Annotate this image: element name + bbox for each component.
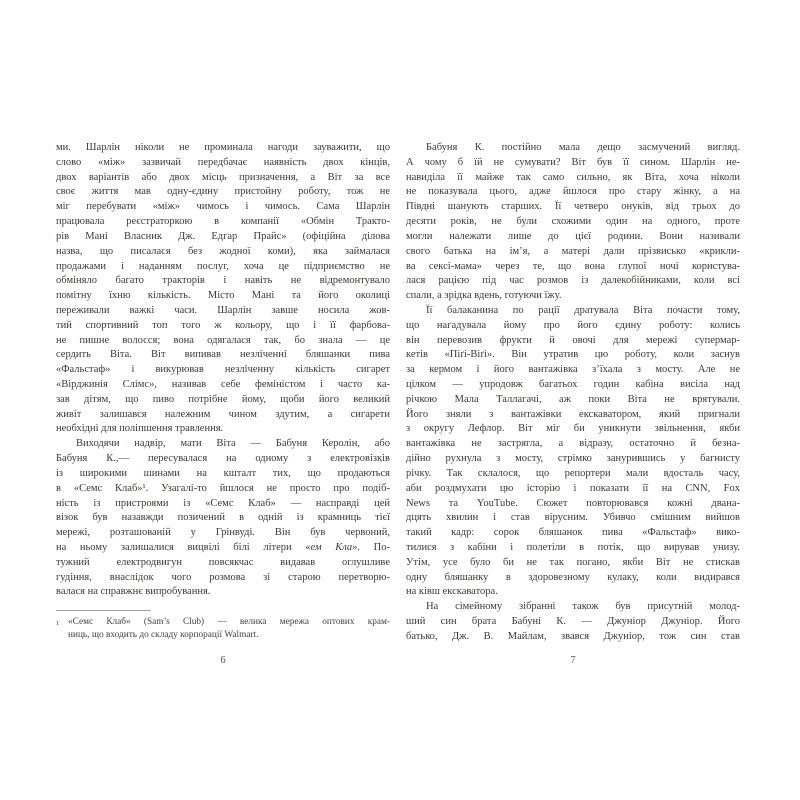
page-right-text bbox=[406, 141, 740, 645]
text-line: ниць, що входить до складу корпорації Walmart. bbox=[68, 630, 259, 641]
text-line: слово «між» зазвичай передбачає наявність двох кінців, bbox=[56, 156, 390, 168]
text-line: ший син брата Бабуні К. — Джуніор Джуніор. Його bbox=[406, 616, 740, 627]
text-line: в «Семс Клаб»¹. Узагалі-то йшлося не просто про подіб- bbox=[56, 482, 390, 494]
page-number-right: 7 bbox=[570, 655, 576, 666]
text-line: сердить Віта. Віт випивав незліченні бляшанки пива bbox=[56, 349, 390, 361]
text-line: батько, Дж. В. Майлам, звався Джуніор, тож син став bbox=[406, 630, 740, 642]
text-line: News та YouTube. Сюжет повторювався кожні двана- bbox=[406, 497, 740, 509]
text-line: такий кадр: сорок бляшанок пива «Фальстаф» вико- bbox=[406, 527, 740, 539]
text-line: Утім, усе було би не так погано, якби Віт не стискав bbox=[406, 556, 740, 568]
text-line: працювала реєстраторкою в компанії «Обмін Тракто- bbox=[56, 216, 390, 228]
page-left bbox=[56, 141, 390, 642]
text-line: на ківш екскаватора. bbox=[406, 586, 498, 598]
text-line: обміняло багато тракторів і навіть не відремонтувало bbox=[56, 275, 390, 287]
text-line: рів Мані Власник Дж. Едгар Прайс» (офіційна ділова bbox=[56, 230, 390, 242]
text-line: візок був назавжди позичений в одній із крамниць тієї bbox=[56, 512, 390, 524]
text-line: переживали важкі часи. Шарлін завше носила жов- bbox=[56, 304, 390, 316]
text-line: А чому б їй не сумувати? Віт був її сином. Шарлін не- bbox=[406, 156, 740, 168]
footnote-marker: 1 bbox=[56, 619, 60, 627]
text-line: десяти років, не були схожими один на одного, проте bbox=[406, 216, 740, 228]
text-line: «Вірджинія Слімс», називав себе феміністом і часто ка- bbox=[56, 379, 390, 390]
text-line: не показувала цього, адже йшлося про стару жінку, а на bbox=[406, 186, 740, 198]
text-line: «Фальстаф» і викурював незліченну кількість сигарет bbox=[56, 364, 390, 376]
text-line: що нагадувала йому про його єдину роботу: колись bbox=[406, 319, 740, 331]
text-line: лася рацією під час розмов із далекобійниками, коли всі bbox=[406, 275, 740, 287]
text-line: цілком — упродовж багатьох годин кабіна висіла над bbox=[406, 379, 740, 390]
text-line: Його зняли з вантажівки екскаватором, який пригнали bbox=[406, 408, 740, 420]
text-line: живіт залишався належним чином здутим, а сигарети bbox=[56, 408, 390, 420]
text-line: необхідні для поліпшення травлення. bbox=[56, 423, 224, 435]
text-line: одну бляшанку в здоровезному кулаку, коли видирався bbox=[406, 571, 740, 583]
text-line: ність із пристроями із «Семс Клаб» — насправді цей bbox=[56, 497, 390, 509]
text-line: не пишне волосся; вона одягалася так, бо знала — це bbox=[56, 334, 390, 346]
text-line: своє життя мав одну-єдину пристойну роботу, тож не bbox=[56, 186, 390, 198]
text-line: Її балаканина по рації дратувала Віта почасти тому, bbox=[426, 304, 740, 316]
text-line: гудіння, внаслідок чого розмова зі старою перетворю- bbox=[56, 571, 390, 583]
text-line: із широкими шинами на кшталт тих, що продаються bbox=[56, 467, 390, 479]
text-line: могли належати лише до цієї родини. Вони називали bbox=[406, 230, 740, 242]
text-line: тужний електродвигун повсякчас видавав оглушливе bbox=[56, 556, 390, 568]
text-line: зав дітям, що пиво потрібне йому, щоби його великий bbox=[56, 393, 390, 405]
text-line: Виходячи надвір, мати Віта — Бабуня Керолін, або bbox=[76, 438, 390, 450]
text-line: річкою Мала Таллагачі, аж поки Віта не врятували. bbox=[406, 393, 740, 405]
page-left-text bbox=[56, 141, 390, 600]
text-line: свого батька на ім’я, а матері дали прізвисько «крикли- bbox=[406, 245, 740, 257]
text-line: за кермом і його вантажівка з’їхала з мосту. Але не bbox=[406, 364, 740, 376]
text-line: продажами і наданням послуг, хоча це підприємство не bbox=[56, 260, 390, 272]
footnote bbox=[56, 616, 390, 642]
text-line: з округу Лефлор. Віт міг би уникнути звільнення, якби bbox=[406, 423, 740, 435]
page-right bbox=[406, 141, 740, 645]
text-line: кетів «Піґі-Віґі». Він утратив цю роботу, коли заснув bbox=[406, 349, 740, 361]
text-line: ва сексі-мама» через те, що вона глупої ночі користува- bbox=[406, 260, 740, 272]
text-line: дійно рухнула з мосту, стрімко занурившись у багнисту bbox=[406, 453, 740, 465]
text-line: річку. Так склалося, що репортери мали вдосталь часу, bbox=[406, 467, 740, 479]
text-line: спали, а зрідка вдень, готуючи їжу. bbox=[406, 290, 562, 302]
text-line: тилися з кабіни і полетіли в потік, що вирував унизу. bbox=[406, 541, 740, 553]
text-line: на ньому залишалися вицвілі білі літери «ем Кла». По- bbox=[56, 541, 390, 553]
text-line: Бабуня К. постійно мала дещо засмучений вигляд. bbox=[426, 142, 740, 153]
footnote-divider bbox=[56, 610, 151, 611]
text-line: Бабуня К.,— пересувалася на одному з електровізків bbox=[56, 453, 390, 465]
page-number-left: 6 bbox=[220, 655, 226, 666]
text-line: навиділа її майже так само сильно, як Віта, хоча ніколи bbox=[406, 171, 740, 183]
text-line: дцять хвилин і став вірусним. Убивчо смішним вийшов bbox=[406, 512, 740, 524]
text-line: міг перебувати «між» чимось і чимось. Сама Шарлін bbox=[56, 201, 390, 213]
text-line: валася на справжнє випробування. bbox=[56, 586, 211, 598]
text-line: назва, що писалася без жодної коми), яка займалася bbox=[56, 245, 390, 257]
text-line: На сімейному зібранні також був присутній молод- bbox=[426, 601, 740, 613]
text-line: помітну їхню кількість. Місто Мані та його околиці bbox=[56, 290, 390, 302]
text-line: тий спортивний топ того ж кольору, що і її фарбова- bbox=[56, 319, 390, 331]
text-line: $^1$ «Семс Клаб» (Sam’s Club) — велика мережа оптових крам- bbox=[56, 616, 390, 629]
text-line: Півдні шанують старших. Її четверо онуків, від трьох до bbox=[406, 201, 740, 213]
text-line: аби роздмухати цю історію і показати її на CNN, Fox bbox=[406, 482, 740, 494]
text-line: він перевозив фрукти й овочі для мережі супермар- bbox=[406, 334, 740, 346]
text-line: вантажівка не застрягла, а відразу, остаточно й безна- bbox=[406, 438, 740, 450]
text-line: мережі, розташованій у Грінвуді. Він був червоний, bbox=[56, 527, 390, 539]
text-line: ми. Шарлін ніколи не проминала нагоди зауважити, що bbox=[56, 142, 390, 153]
text-line: двох варіантів або двох місць призначення, а Віт за все bbox=[56, 171, 390, 183]
